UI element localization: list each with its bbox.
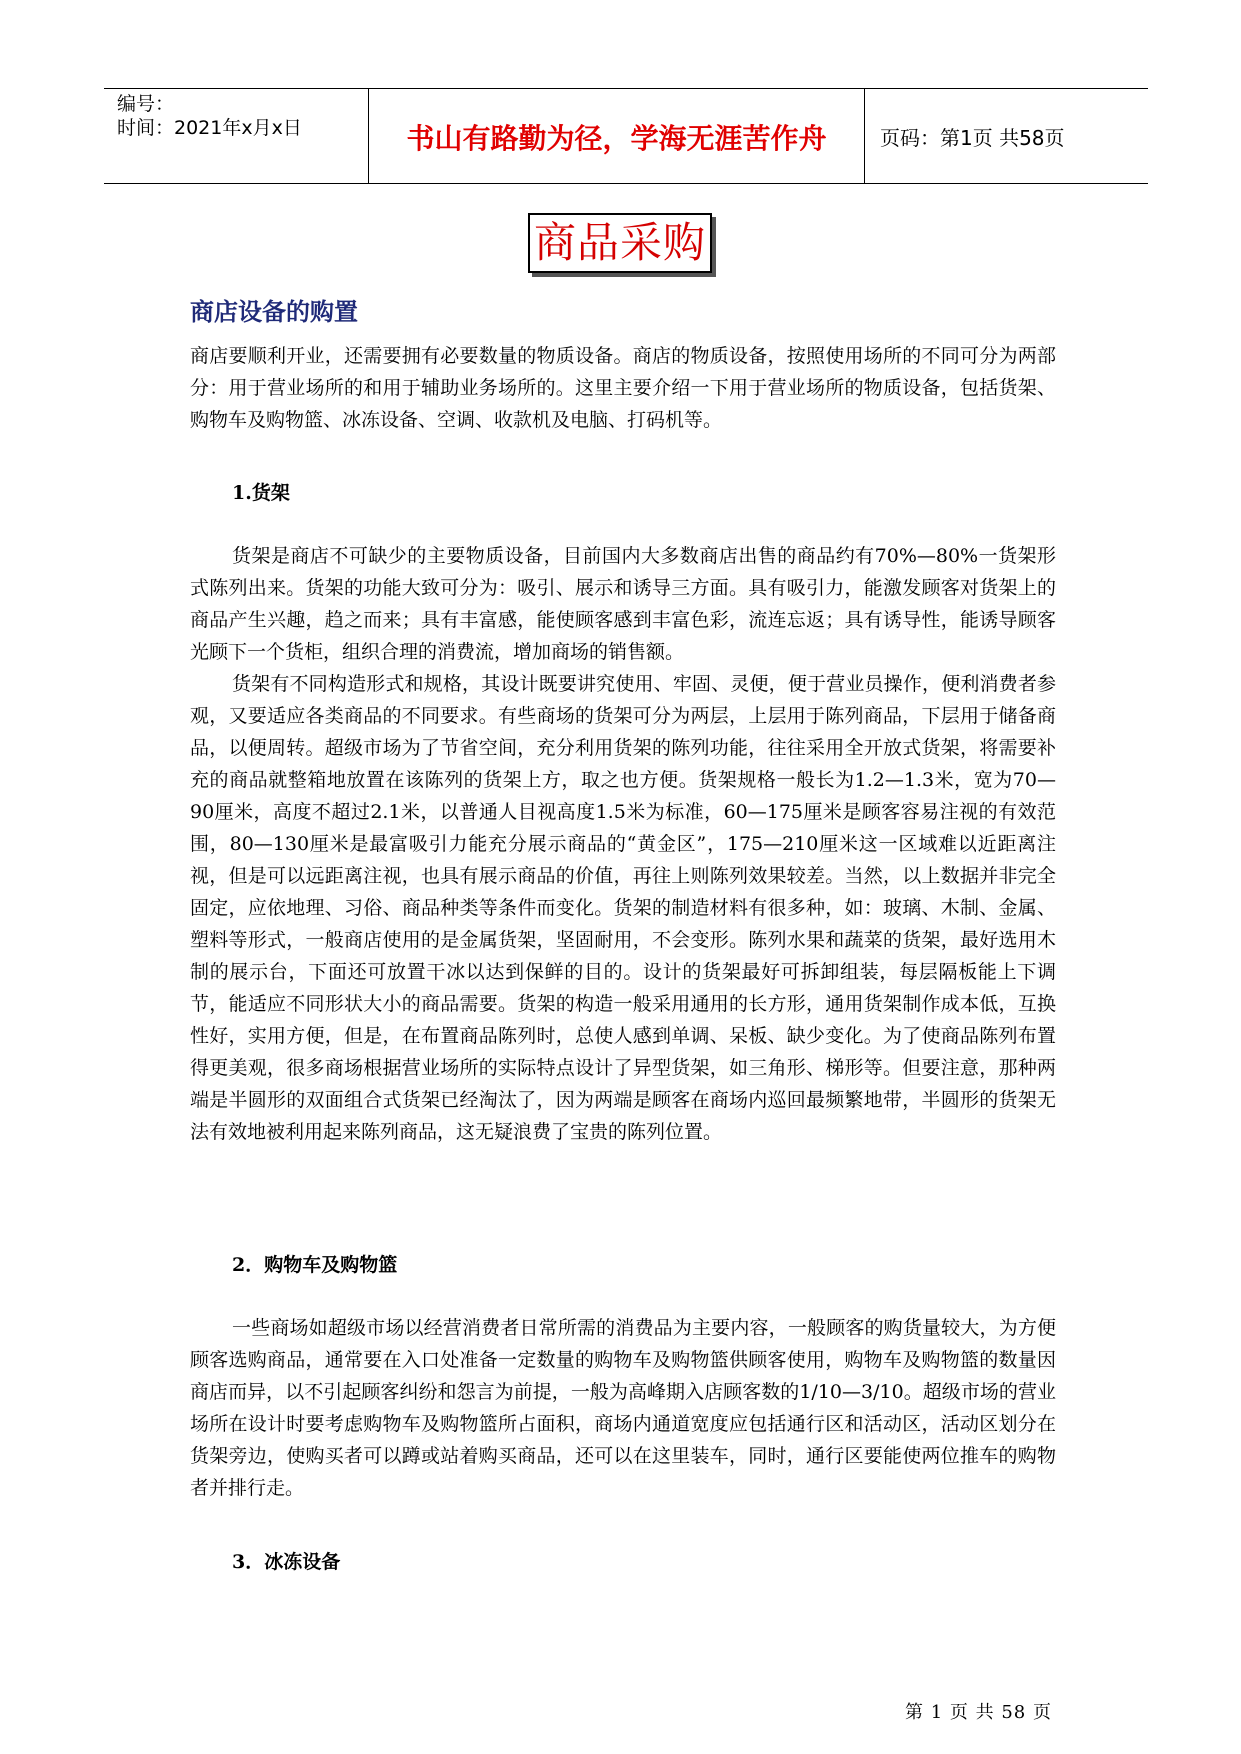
page-code: 页码：第1页 共58页 xyxy=(880,126,1065,150)
shelves-paragraph-2: 货架有不同构造形式和规格，其设计既要讲究使用、牢固、灵便，便于营业员操作，便利消费者参观，又要适应各类商品的不同要求。有些商场的货架可分为两层，上层用于陈列商品，下层用于储备商品，以便周转。超级市场为了节省空间，充分利用货架的陈列功能，往往采用全开放式货架，将需要补充的商品就整箱地放置在该陈列的货架上方，取之也方便。货架规格一般长为1.2—1.3米，宽为70—90厘米，高度不超过2.1米，以普通人目视高度1.5米为标准，60—175厘米是顾客容易注视的有效范围，80—130厘米是最富吸引力能充分展示商品的“黄金区”，175—210厘米这一区域难以近距离注视，但是可以远距离注视，也具有展示商品的价值，再往上则陈列效果较差。当然，以上数据并非完全固定，应依地理、习俗、商品种类等条件而变化。货架的制造材料有很多种，如：玻璃、木制、金属、塑料等形式，一般商店使用的是金属货架，坚固耐用，不会变形。陈列水果和蔬菜的货架，最好选用木制的展示台，下面还可放置干冰以达到保鲜的目的。设计的货架最好可拆卸组装，每层隔板能上下调节，能适应不同形状大小的商品需要。货架的构造一般采用通用的长方形，通用货架制作成本低，互换性好，实用方便，但是，在布置商品陈列时，总使人感到单调、呆板、缺少变化。为了使商品陈列布置得更美观，很多商场根据营业场所的实际特点设计了异型货架，如三角形、梯形等。但要注意，那种两端是半圆形的双面组合式货架已经淘汰了，因为两端是顾客在商场内巡回最频繁地带，半圆形的货架无法有效地被利用起来陈列商品，这无疑浪费了宝贵的陈列位置。 xyxy=(190,673,1056,1143)
time-label: 时间：2021年x月x日 xyxy=(117,117,302,139)
header-info-cell xyxy=(104,89,369,183)
header-motto-cell xyxy=(369,89,865,183)
intro-paragraph: 商店要顺利开业，还需要拥有必要数量的物质设备。商店的物质设备，按照使用场所的不同可分为两部分：用于营业场所的和用于辅助业务场所的。这里主要介绍一下用于营业场所的物质设备，包括货架、购物车及购物篮、冰冻设备、空调、收款机及电脑、打码机等。 xyxy=(190,345,1056,431)
shelves-paragraph-1: 货架是商店不可缺少的主要物质设备，目前国内大多数商店出售的商品约有70%—80%一货架形式陈列出来。货架的功能大致可分为：吸引、展示和诱导三方面。具有吸引力，能激发顾客对货架上的商品产生兴趣，趋之而来；具有丰富感，能使顾客感到丰富色彩，流连忘返；具有诱导性，能诱导顾客光顾下一个货柜，组织合理的消费流，增加商场的销售额。 xyxy=(190,545,1056,663)
carts-paragraph: 一些商场如超级市场以经营消费者日常所需的消费品为主要内容，一般顾客的购货量较大，为方便顾客选购商品，通常要在入口处准备一定数量的购物车及购物篮供顾客使用，购物车及购物篮的数量因商店而异，以不引起顾客纠纷和怨言为前提，一般为高峰期入店顾客数的1/10—3/10。超级市场的营业场所在设计时要考虑购物车及购物篮所占面积，商场内通道宽度应包括通行区和活动区，活动区划分在货架旁边，使购买者可以蹲或站着购买商品，还可以在这里装车，同时，通行区要能使两位推车的购物者并排行走。 xyxy=(190,1317,1056,1499)
header-page-cell xyxy=(866,89,1148,183)
subheading-carts: 2．购物车及购物篮 xyxy=(232,1254,398,1276)
motto-text: 书山有路勤为径，学海无涯苦作舟 xyxy=(406,122,827,155)
section-heading: 商店设备的购置 xyxy=(190,298,358,326)
subheading-shelves: 1.货架 xyxy=(232,482,290,504)
subheading-freezers: 3．冰冻设备 xyxy=(232,1551,341,1573)
document-title: 商品采购 xyxy=(534,218,707,267)
document-title-box xyxy=(528,213,712,273)
number-label: 编号： xyxy=(117,93,175,115)
page-header xyxy=(104,88,1148,184)
page-footer: 第 1 页 共 58 页 xyxy=(905,1702,1052,1723)
